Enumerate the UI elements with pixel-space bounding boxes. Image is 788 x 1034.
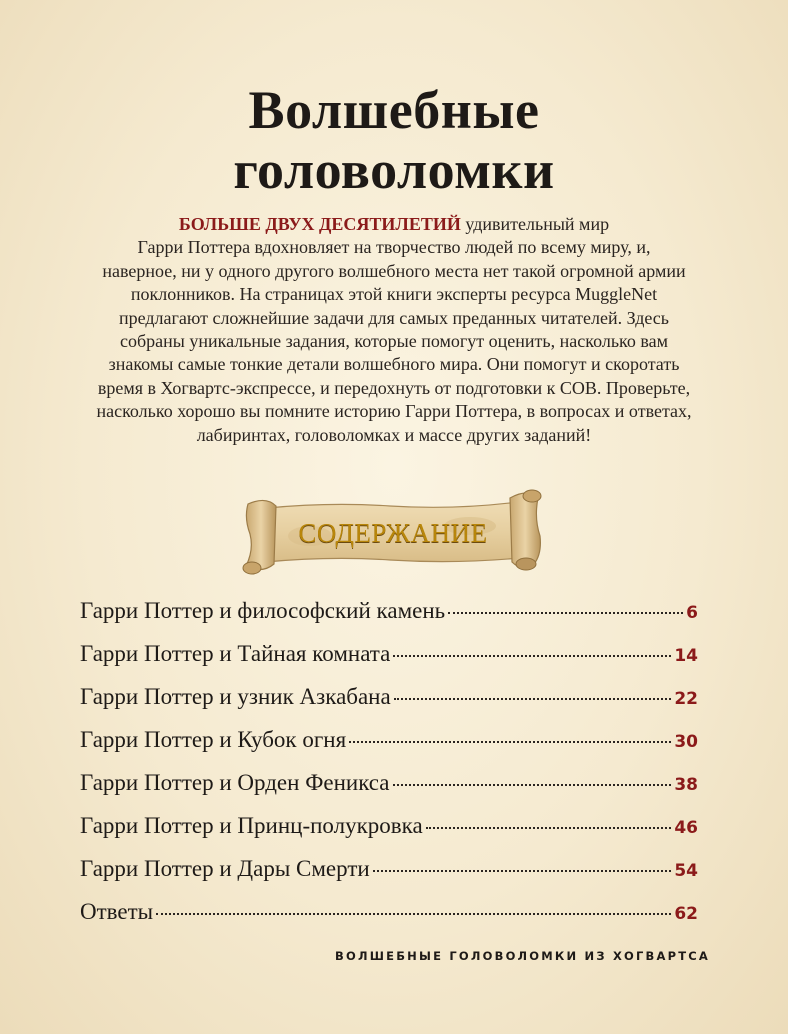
toc-page-number: 14: [674, 646, 698, 666]
page-title-line-2: головоломки: [233, 140, 555, 200]
intro-line: Гарри Поттера вдохновляет на творчество людей по всему миру, и,: [137, 237, 651, 258]
toc-row: [80, 641, 698, 684]
toc-title: Гарри Поттер и узник Азкабана: [80, 684, 391, 709]
toc-row: [80, 899, 698, 942]
toc-row: [80, 684, 698, 727]
toc-leader-dots: [448, 612, 683, 614]
toc-row: [80, 770, 698, 813]
toc-leader-dots: [393, 655, 671, 657]
toc-page-number: 46: [674, 818, 698, 838]
intro-paragraph: [60, 213, 728, 447]
intro-lead: БОЛЬШЕ ДВУХ ДЕСЯТИЛЕТИЙ: [178, 214, 461, 234]
toc-row: [80, 856, 698, 899]
toc-page-number: 6: [686, 603, 698, 623]
intro-line: наверное, ни у одного другого волшебного места нет такой огромной армии: [102, 260, 686, 281]
toc-title: Гарри Поттер и философский камень: [80, 598, 446, 623]
toc-title: Гарри Поттер и Принц-полукровка: [80, 813, 423, 838]
toc-page-number: 22: [674, 689, 698, 709]
contents-heading: СОДЕРЖАНИЕ: [298, 518, 488, 548]
intro-line: лабиринтах, головоломках и массе других заданий!: [196, 424, 592, 445]
table-of-contents: [80, 598, 698, 942]
toc-leader-dots: [156, 913, 671, 915]
intro-line: предлагают сложнейшие задачи для самых преданных читателей. Здесь: [119, 307, 669, 328]
toc-leader-dots: [349, 741, 671, 743]
intro-line: насколько хорошо вы помните историю Гарри Поттера, в вопросах и ответах,: [96, 401, 692, 422]
intro-line: время в Хогвартс-экспрессе, и передохнуть от подготовки к СОВ. Проверьте,: [97, 377, 691, 398]
toc-row: [80, 813, 698, 856]
intro-line: поклонников. На страницах этой книги эксперты ресурса MuggleNet: [130, 284, 658, 305]
toc-page-number: 54: [674, 861, 698, 881]
toc-title: Гарри Поттер и Дары Смерти: [80, 856, 370, 881]
toc-title: Ответы: [80, 899, 154, 924]
toc-row: [80, 727, 698, 770]
intro-line: собраны уникальные задания, которые помогут оценить, насколько вам: [119, 331, 668, 352]
toc-page-number: 38: [674, 775, 698, 795]
toc-title: Гарри Поттер и Тайная комната: [80, 641, 391, 666]
toc-leader-dots: [426, 827, 672, 829]
toc-page-number: 30: [674, 732, 698, 752]
intro-line-rest: удивительный мир: [460, 214, 610, 234]
toc-leader-dots: [393, 784, 672, 786]
toc-leader-dots: [373, 870, 672, 872]
toc-title: Гарри Поттер и Орден Феникса: [80, 770, 390, 795]
running-footer: ВОЛШЕБНЫЕ ГОЛОВОЛОМКИ ИЗ ХОГВАРТСА: [335, 949, 710, 963]
toc-page-number: 62: [674, 904, 698, 924]
intro-line: [60, 213, 728, 236]
page-title-line-1: Волшебные: [248, 80, 540, 140]
intro-line: знакомы самые тонкие детали волшебного мира. Они помогут и скоротать: [108, 354, 680, 375]
page-title: [0, 80, 788, 200]
contents-scroll-banner: [240, 484, 546, 580]
toc-leader-dots: [394, 698, 672, 700]
toc-title: Гарри Поттер и Кубок огня: [80, 727, 347, 752]
toc-row: [80, 598, 698, 641]
